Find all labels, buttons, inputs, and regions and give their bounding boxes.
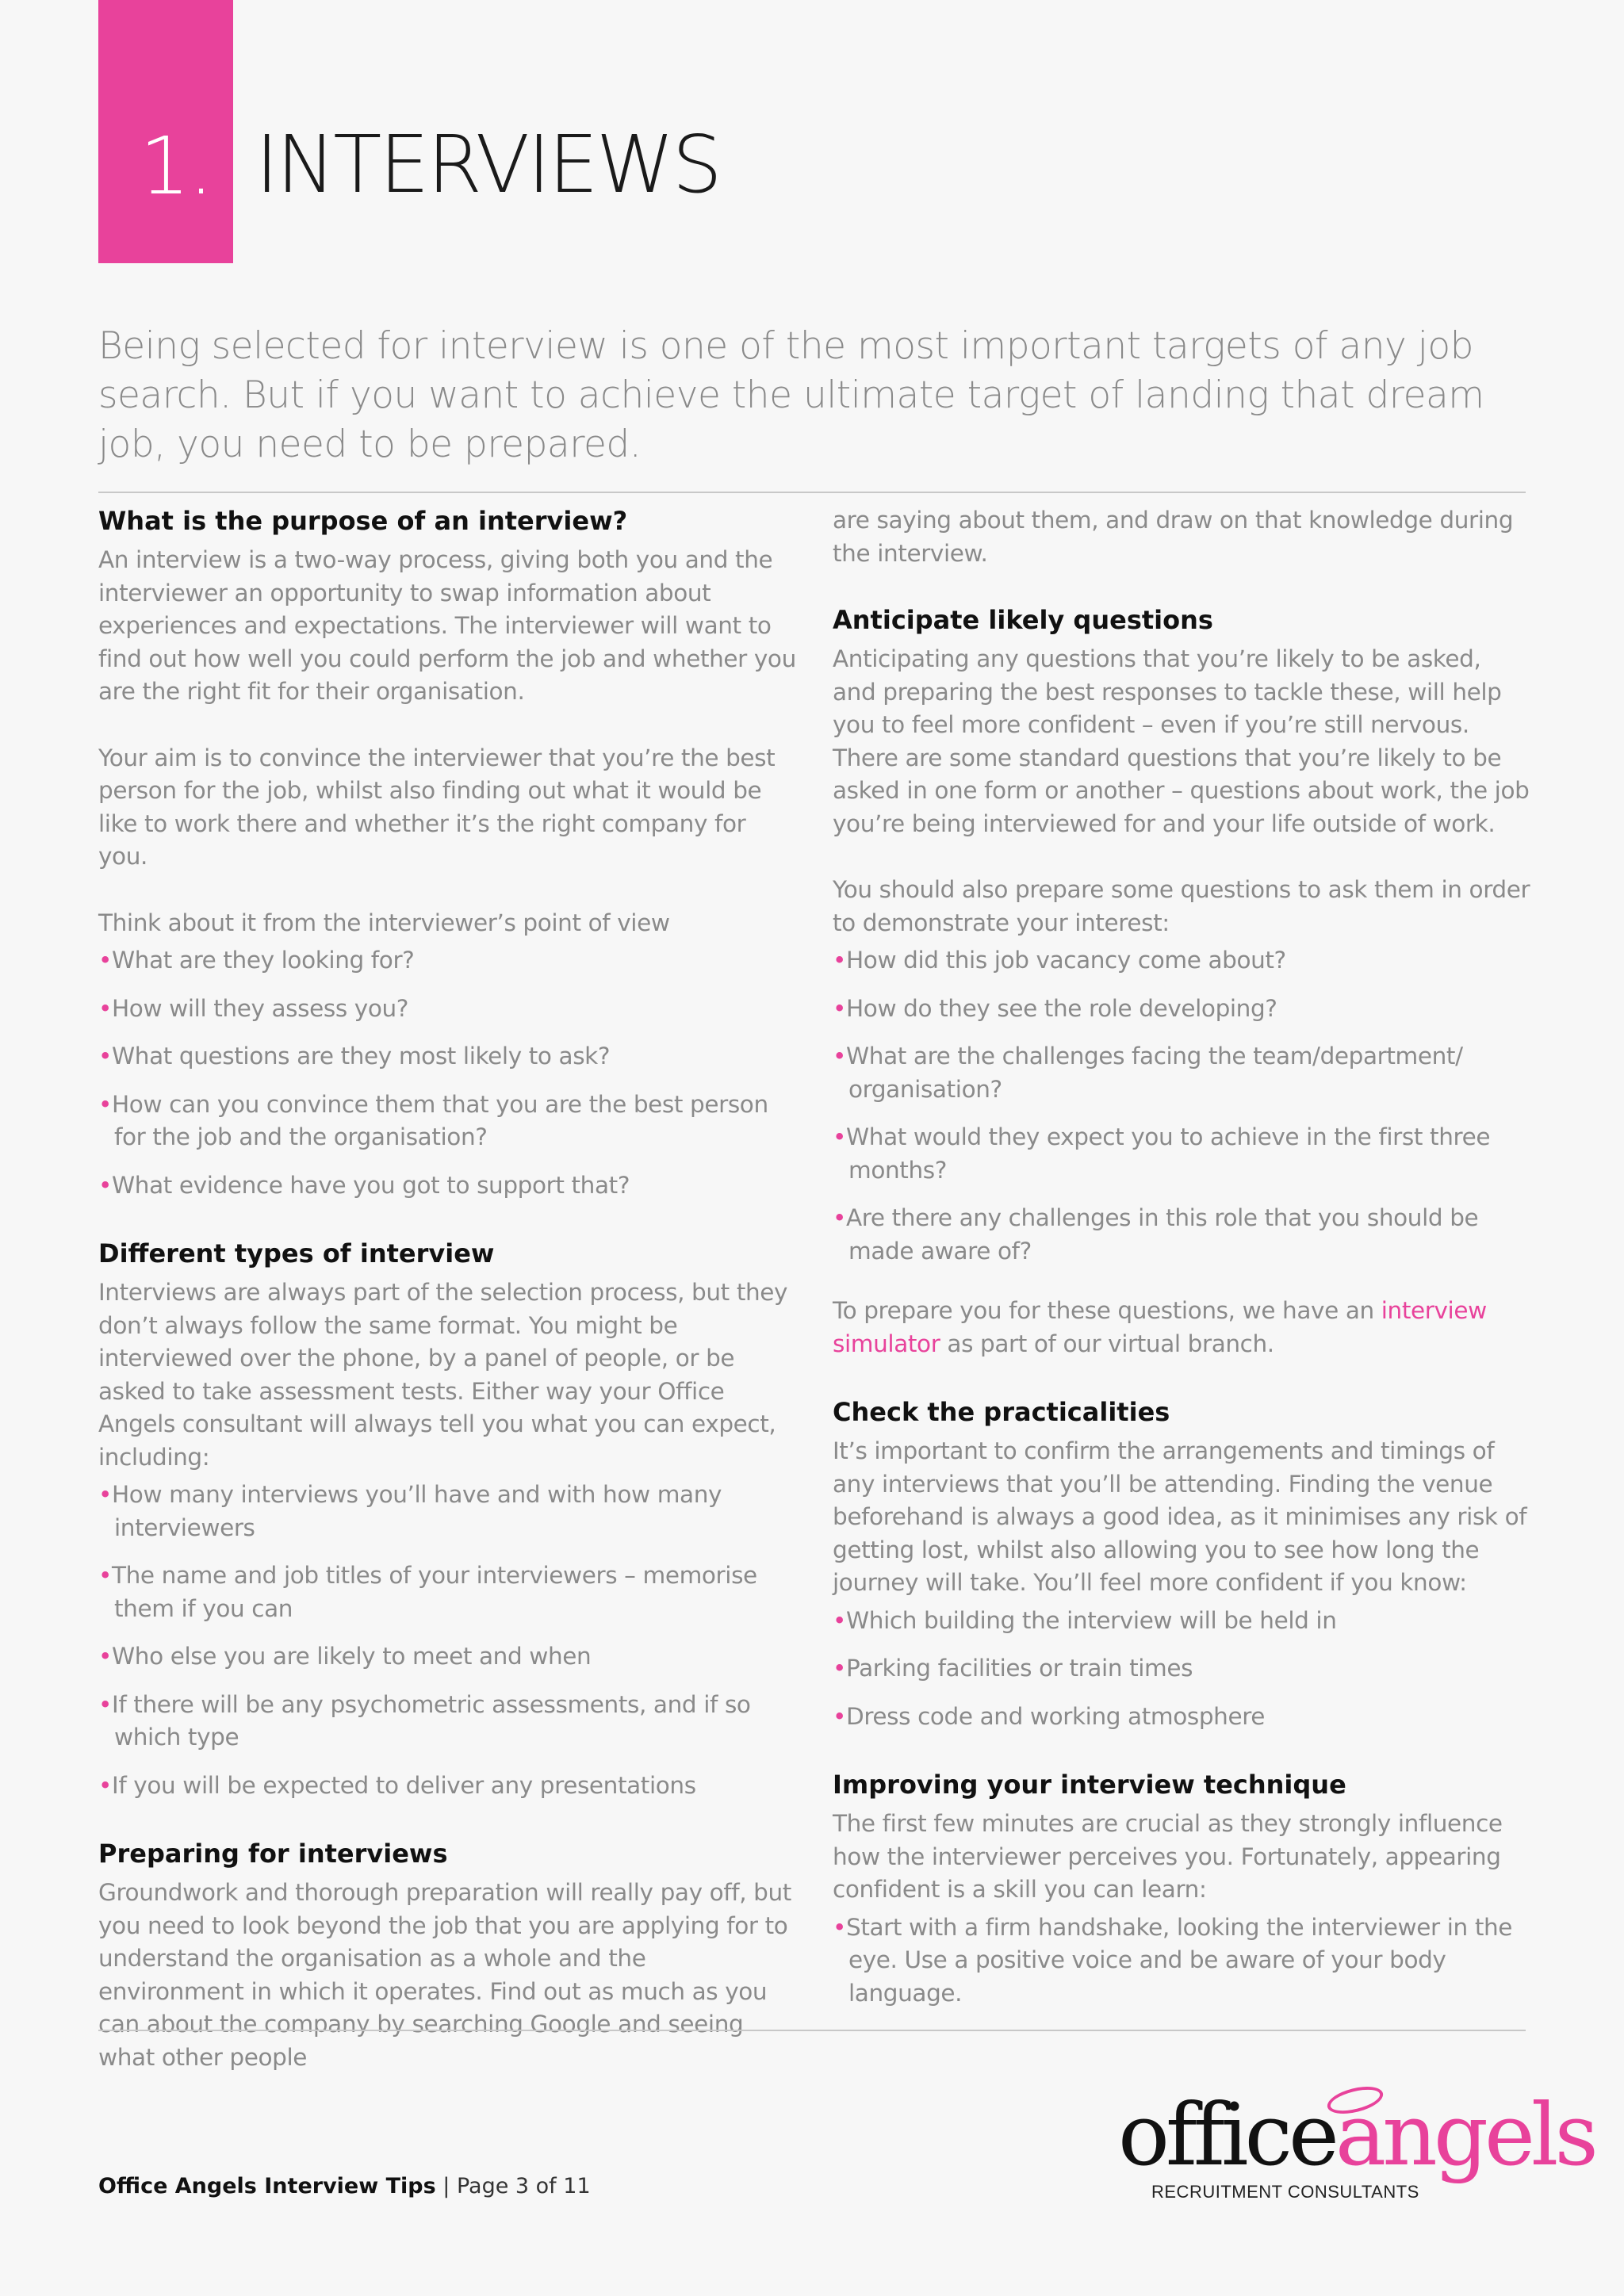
list-item: •How many interviews you’ll have and with how many interviewers [98,1481,722,1541]
bullet-icon: • [98,1481,113,1508]
anticipate-paragraph-2: You should also prepare some questions to ask them in order to demonstrate your interest: [833,876,1530,936]
list-item: •How do they see the role developing? [833,994,1277,1022]
bullet-icon: • [98,1562,113,1589]
continued-paragraph: are saying about them, and draw on that knowledge during the interview. [833,507,1514,567]
heading-types: Different types of interview [98,1238,495,1269]
top-divider [98,492,1526,493]
bullet-icon: • [833,1043,847,1070]
list-item: •What are the challenges facing the team/department/ organisation? [833,1043,1463,1103]
purpose-paragraph-1: An interview is a two-way process, giving both you and the interviewer an opportunity to swap information about experiences and expectations. The interviewer will want to find out how well you could perform the job and whether you are the right fit for their organisation. [98,546,796,705]
bullet-icon: • [833,1204,847,1231]
bottom-divider [98,2030,1526,2031]
section-technique [833,1768,1530,2010]
bullet-icon: • [833,994,847,1022]
section-preparing [98,1837,796,2074]
bullet-icon: • [833,1913,847,1941]
anticipate-paragraph-3: To prepare you for these questions, we have an interview simulator as part of our virtual branch. [833,1297,1487,1357]
bullet-icon: • [98,1043,113,1070]
interview-simulator-link[interactable]: interview simulator [833,1297,1487,1357]
logo-wordmark: officeangels [1118,2086,1595,2185]
technique-bullet-list [833,1911,1530,2011]
page-title: INTERVIEWS [255,118,721,211]
list-item: •What questions are they most likely to ask? [98,1043,611,1070]
office-angels-logo [1118,2086,1595,2204]
list-item: •Which building the interview will be held in [833,1606,1337,1634]
footer-doc-info [98,2172,591,2201]
bullet-icon: • [833,947,847,974]
list-item: •The name and job titles of your interviewers – memorise them if you can [98,1562,757,1622]
preparing-paragraph: Groundwork and thorough preparation will really pay off, but you need to look beyond the job that you are applying for to understand the organisation as a whole and the environment in which it operates. Find out as much as you can about the company by searching Google and seeing what other people [98,1879,791,2071]
heading-technique: Improving your interview technique [833,1770,1346,1800]
types-paragraph: Interviews are always part of the selection process, but they don’t always follow the same format. You might be interviewed over the phone, by a panel of people, or be asked to take assessment tests. Either way your Office Angels consultant will always tell you what you can expect, including: [98,1279,788,1471]
purpose-paragraph-3: Think about it from the interviewer’s point of view [98,909,670,936]
anticipate-bullet-list [833,944,1530,1268]
list-item: •What evidence have you got to support that? [98,1171,630,1199]
list-item: •What would they expect you to achieve in the first three months? [833,1123,1491,1184]
bullet-icon: • [98,1771,113,1799]
section-number: 1. [140,120,213,212]
list-item: •Who else you are likely to meet and when [98,1643,592,1670]
bullet-icon: • [833,1655,847,1682]
footer-separator: | [442,2174,450,2198]
list-item: •Start with a firm handshake, looking the interviewer in the eye. Use a positive voice and be aware of your body language. [833,1913,1513,2007]
list-item: •Dress code and working atmosphere [833,1702,1266,1730]
section-types [98,1237,796,1802]
bullet-icon: • [833,1702,847,1730]
heading-purpose: What is the purpose of an interview? [98,506,628,536]
bullet-icon: • [833,1606,847,1634]
list-item: •If there will be any psychometric assessments, and if so which type [98,1690,751,1751]
list-item: •How can you convince them that you are the best person for the job and the organisation? [98,1090,768,1150]
section-practicalities [833,1395,1530,1733]
logo-tagline: RECRUITMENT CONSULTANTS [1151,2182,1419,2202]
list-item: •Are there any challenges in this role that you should be made aware of? [833,1204,1479,1265]
bullet-icon: • [98,994,113,1022]
bullet-icon: • [833,1123,847,1150]
bullet-icon: • [98,947,113,974]
right-column [833,504,1530,2010]
heading-anticipate: Anticipate likely questions [833,605,1213,635]
practicalities-bullet-list [833,1605,1530,1734]
purpose-paragraph-2: Your aim is to convince the interviewer that you’re the best person for the job, whilst also finding out what it would be like to work there and whether it’s the right company for you. [98,744,776,870]
footer-doc-title: Office Angels Interview Tips [98,2174,436,2198]
bullet-icon: • [98,1690,113,1718]
anticipate-paragraph-1: Anticipating any questions that you’re likely to be asked, and preparing the best responses to tackle these, will help you to feel more confident – even if you’re still nervous. There are some standard questions that you’re likely to be asked in one form or another – questions about work, the job you’re being interviewed for and your life outside of work. [833,645,1530,837]
list-item: •How did this job vacancy come about? [833,947,1286,974]
list-item: •What are they looking for? [98,947,415,974]
page-number: Page 3 of 11 [456,2174,591,2198]
left-column [98,504,796,2074]
list-item: •How will they assess you? [98,994,409,1022]
types-bullet-list [98,1479,796,1802]
bullet-icon: • [98,1643,113,1670]
list-item: •If you will be expected to deliver any presentations [98,1771,696,1799]
technique-paragraph: The first few minutes are crucial as they strongly influence how the interviewer perceives you. Fortunately, appearing confident is a skill you can learn: [833,1810,1503,1903]
heading-preparing: Preparing for interviews [98,1839,448,1869]
bullet-icon: • [98,1171,113,1199]
purpose-bullet-list [98,944,796,1202]
bullet-icon: • [98,1090,113,1118]
intro-paragraph: Being selected for interview is one of the most important targets of any job search. But if you want to achieve the ultimate target of landing that dream job, you need to be prepared. [98,324,1484,466]
practicalities-paragraph: It’s important to confirm the arrangements and timings of any interviews that you’ll be attending. Finding the venue beforehand is always a good idea, as it minimises any risk of getting lost, whilst also allowing you to see how long the journey will take. You’ll feel more confident if you know: [833,1437,1527,1596]
heading-practicalities: Check the practicalities [833,1397,1170,1427]
list-item: •Parking facilities or train times [833,1655,1193,1682]
